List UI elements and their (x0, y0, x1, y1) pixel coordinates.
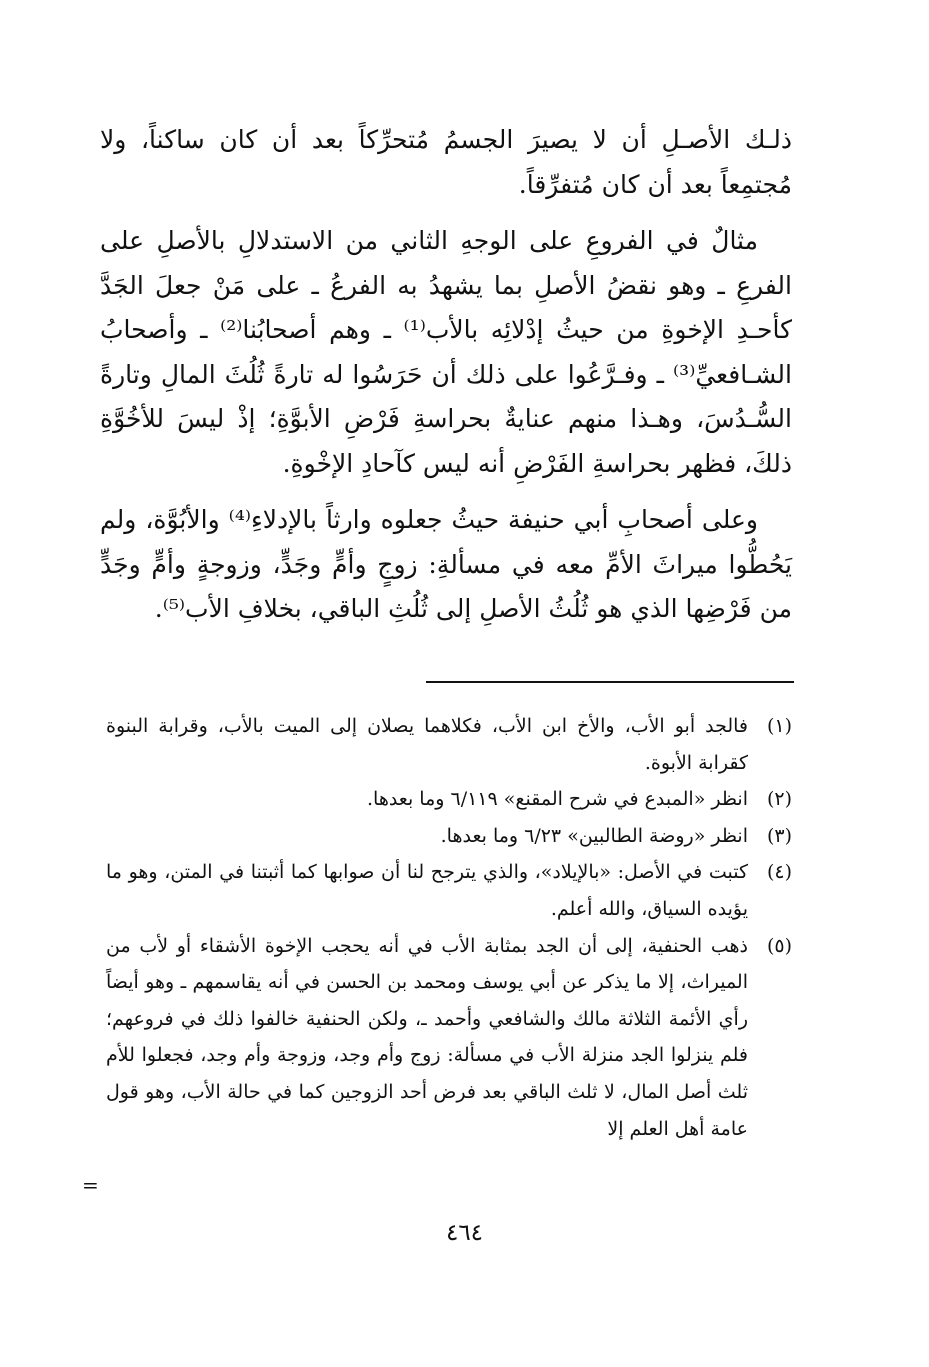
footnote-number: (٥) (766, 934, 792, 957)
page-number: ٤٦٤ (445, 1220, 484, 1246)
footnote (106, 854, 792, 927)
paragraph: وعلى أصحابِ أبي حنيفة حيثُ جعلوه وارثاً بالإدلاءِ⁽⁴⁾ والأبُوَّة، ولم يَحُطُّوا ميراثَ الأمِّ معه في مسألةِ: زوجٍ وأمٍّ وجَدٍّ، وزوجةٍ وأمٍّ وجَدٍّ من فَرْضِها الذي هو ثُلُثُ الأصلِ إلى ثُلُثِ الباقي، بخلافِ الأب⁽⁵⁾. (100, 505, 792, 623)
footnote-text: فالجد أبو الأب، والأخ ابن الأب، فكلاهما يصلان إلى الميت بالأب، وقرابة البنوة كقرابة الأبوة. (106, 715, 748, 774)
footnote-text: كتبت في الأصل: «بالإيلاد»، والذي يترجح لنا أن صوابها كما أثبتنا في المتن، وهو ما يؤيده السياق، والله أعلم. (106, 861, 748, 920)
footnote-text: انظر «المبدع في شرح المقنع» ٦/١١٩ وما بعدها. (366, 788, 748, 811)
footnotes (106, 708, 792, 1147)
continuation-mark: = (82, 1173, 99, 1197)
paragraph: مثالٌ في الفروعِ على الوجهِ الثاني من الاستدلالِ بالأصلِ على الفرعِ ـ وهو نقضُ الأصلِ بما يشهدُ به الفرعُ ـ على مَنْ جعلَ الجَدَّ كأحـدِ الإخوةِ من حيثُ إدْلائِه بالأب⁽¹⁾ ـ وهم أصحابُنا⁽²⁾ ـ وأصحابُ الشـافعيِّ⁽³⁾ ـ وفـرَّعُوا على ذلك أن حَرَسُوا له تارةً ثُلُثَ المالِ وتارةً السُّـدُسَ، وهـذا منهم عنايةٌ بحراسةِ فَرْضِ الأبوَّةِ؛ إذْ ليسَ للأخُوَّةِ ذلكَ، فظهر بحراسةِ الفَرْضِ أنه ليس كآحادِ الإخْوةِ. (100, 226, 793, 478)
footnote (106, 781, 792, 818)
footnote-number: (٣) (766, 824, 792, 847)
footnote-number: (٢) (766, 788, 792, 811)
footnote-text: انظر «روضة الطالبين» ٦/٢٣ وما بعدها. (440, 824, 748, 847)
footnote (106, 928, 792, 1148)
main-text (100, 118, 792, 632)
footnote (106, 708, 792, 781)
paragraph: ذلـك الأصـلِ أن لا يصيرَ الجسمُ مُتحرِّكاً بعد أن كان ساكناً، ولا مُجتمِعاً بعد أن كان مُتفرِّقاً. (100, 125, 792, 199)
footnote-divider (426, 681, 794, 683)
footnote-number: (٤) (766, 861, 792, 884)
footnote-number: (١) (766, 715, 792, 737)
footnote-text: ذهب الحنفية، إلى أن الجد بمثابة الأب في أنه يحجب الإخوة الأشقاء أو لأب من الميراث، إلا ما يذكر عن أبي يوسف ومحمد بن الحسن في أنه يقاسمهم ـ وهو أيضاً رأي الأئمة الثلاثة مالك والشافعي وأحمد ـ، ولكن الحنفية خالفوا ذلك في فروعهم؛ فلم ينزلوا الجد منزلة الأب في مسألة: زوج وأم وجد، وزوجة وأم وجد، فجعلوا للأم ثلث أصل المال، لا ثلث الباقي بعد فرض أحد الزوجين كما في حالة الأب، وهو قول عامة أهل العلم إلا (106, 934, 748, 1140)
footnote (106, 818, 792, 855)
